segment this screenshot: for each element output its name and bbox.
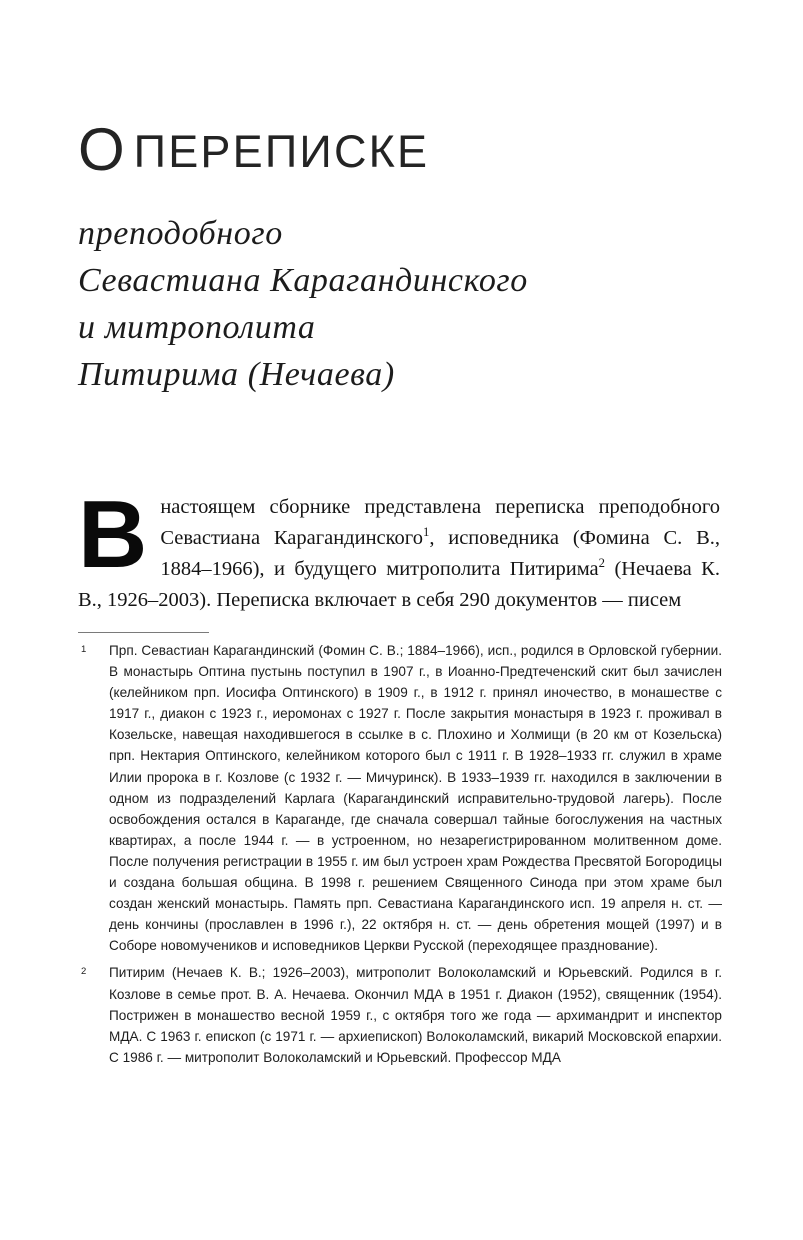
subtitle-block xyxy=(78,210,738,398)
footnote-ref-1[interactable]: 1 xyxy=(422,525,430,540)
footnote-1-marker: 1 xyxy=(81,644,87,655)
subtitle-line-3: и митрополита xyxy=(78,309,316,346)
body-paragraph xyxy=(78,481,721,616)
drop-cap: В xyxy=(78,481,148,588)
subtitle-line-2: Севастиана Карагандинского xyxy=(78,262,528,299)
footnote-separator-rule xyxy=(78,632,209,633)
footnotes-block xyxy=(78,640,722,1068)
footnote-2 xyxy=(78,962,722,1067)
footnote-1 xyxy=(78,640,722,956)
body-block xyxy=(78,481,721,616)
footnote-1-text: Прп. Севастиан Карагандинский (Фомин С. В.; 1884–1966), исп., родился в Орловской губернии. В монастырь Оптина пустынь поступил в 1907 г., в Иоанно-Предтеченский скит был зачислен (келейником прп. Иосифа Оптинского) в 1909 г., в 1912 г. принял иночество, в монашестве с 1917 г., диакон с 1923 г., иеромонах с 1927 г. После закрытия монастыря в 1923 г. проживал в Козельске, навещая находившегося в ссылке в с. Плохино и Холмищи (в 20 км от Козельска) прп. Нектария Оптинского, келейником которого был с 1911 г. В 1928–1933 гг. служил в храме Илии пророка в г. Козлове (с 1932 г. — Мичуринск). В 1933–1939 гг. находился в заключении в одном из подразделений Карлага (Карагандинский исправительно-трудовой лагерь). После освобождения остался в Караганде, где сначала совершал тайные богослужения на частных квартирах, а после 1944 г. — в устроенном, но незарегистрированном молитвенном доме. После получения регистрации в 1955 г. им был устроен храм Рождества Пресвятой Богородицы и создана большая община. В 1998 г. решением Священного Синода при этом храме был создан женский монастырь. Память прп. Севастиана Карагандинского исп. 19 апреля н. ст. — день кончины (прославлен в 1996 г.), 22 октября н. ст. — день обретения мощей (1997) и в Соборе новомучеников и исповедников Церкви Русской (переходящее празднование). xyxy=(109,643,722,954)
body-text-segment-1: настоящем сборнике представлена переписка преподобного Севастиана Карагандинского xyxy=(160,496,720,549)
subtitle-line-1: преподобного xyxy=(78,215,283,252)
footnote-2-marker: 2 xyxy=(81,966,87,978)
body-text-segment-3: (Нечаева К. В., 1926–2003). Переписка включает в себя 290 документов — писем xyxy=(78,558,720,611)
page-title xyxy=(78,118,728,181)
title-lead-letter: О xyxy=(78,116,125,183)
title-block xyxy=(78,118,728,181)
footnote-2-text: Питирим (Нечаев К. В.; 1926–2003), митрополит Волоколамский и Юрьевский. Родился в г. Козлове в семье прот. В. А. Нечаева. Окончил МДА в 1951 г. Диакон (1952), священник (1954). Пострижен в монашество весной 1959 г., с октября того же года — архимандрит и инспектор МДА. С 1963 г. епископ (с 1971 г. — архиепископ) Волоколамский, викарий Московской епархии. С 1986 г. — митрополит Волоколамский и Юрьевский. Профессор МДА xyxy=(109,965,722,1065)
body-text-segment-2: , исповедника (Фомина С. В., 1884–1966), и будущего митрополита Питирима xyxy=(160,527,721,580)
title-rest: ПЕРЕПИСКЕ xyxy=(133,126,430,177)
subtitle-line-4: Питирима (Нечаева) xyxy=(78,356,395,393)
footnote-ref-2[interactable]: 2 xyxy=(598,556,606,571)
